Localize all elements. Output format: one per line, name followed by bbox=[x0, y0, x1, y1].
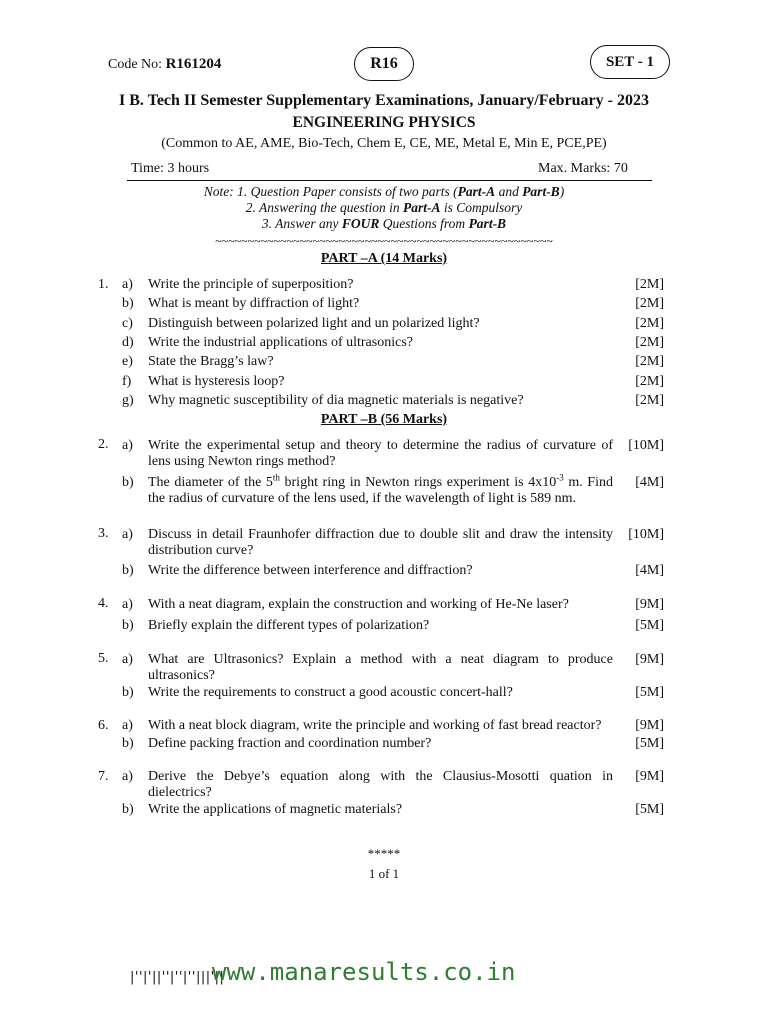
text-part: bright ring in Newton rings experiment is 4x10 bbox=[279, 475, 557, 490]
item-label: c) bbox=[122, 316, 133, 331]
note-four: FOUR bbox=[341, 216, 380, 231]
question-text: State the Bragg’s law? bbox=[148, 354, 274, 369]
question-text: Write the industrial applications of ultrasonics? bbox=[148, 335, 413, 350]
question-text: Derive the Debye’s equation along with the Clausius-Mosotti quation in dielectrics? bbox=[148, 769, 613, 800]
text-part: The diameter of the 5 bbox=[148, 475, 273, 490]
note-line-3 bbox=[0, 216, 768, 232]
question-text: What is meant by diffraction of light? bbox=[148, 296, 360, 311]
question-text bbox=[148, 472, 613, 507]
question-text: Briefly explain the different types of polarization? bbox=[148, 618, 430, 633]
note-text: 3. Answer any bbox=[261, 216, 342, 231]
item-label: a) bbox=[122, 438, 133, 453]
question-text: Write the requirements to construct a good acoustic concert-hall? bbox=[148, 685, 513, 700]
barcode: |''|'||''|''|''|||'|| bbox=[130, 970, 225, 985]
marks: [2M] bbox=[635, 354, 664, 369]
question-text: What is hysteresis loop? bbox=[148, 374, 285, 389]
item-label: a) bbox=[122, 597, 133, 612]
item-label: g) bbox=[122, 393, 134, 408]
note-part-b: Part-B bbox=[522, 184, 560, 199]
max-marks: Max. Marks: 70 bbox=[538, 161, 628, 176]
separator-line: ~~~~~~~~~~~~~~~~~~~~~~~~~~~~~~~~~~~~~~~~~~~~~~~~~~~~ bbox=[215, 234, 553, 248]
part-a-heading: PART –A (14 Marks) bbox=[320, 251, 448, 266]
note-text: is Compulsory bbox=[440, 200, 523, 215]
regulation-badge: R16 bbox=[354, 47, 414, 81]
item-label: b) bbox=[122, 475, 134, 490]
marks: [5M] bbox=[635, 685, 664, 700]
question-text: Write the difference between interference and diffraction? bbox=[148, 563, 473, 578]
note-text: 2. Answering the question in bbox=[245, 200, 403, 215]
question-text: Define packing fraction and coordination number? bbox=[148, 736, 432, 751]
item-label: e) bbox=[122, 354, 133, 369]
superscript: -3 bbox=[556, 472, 564, 483]
marks: [5M] bbox=[635, 736, 664, 751]
question-number: 3. bbox=[98, 526, 109, 541]
question-number: 2. bbox=[98, 437, 109, 452]
marks: [9M] bbox=[635, 597, 664, 612]
marks: [2M] bbox=[635, 374, 664, 389]
question-number: 7. bbox=[98, 769, 109, 784]
question-text: Distinguish between polarized light and un polarized light? bbox=[148, 316, 480, 331]
note-part-a: Part-A bbox=[457, 184, 496, 199]
item-label: d) bbox=[122, 335, 134, 350]
question-text: Discuss in detail Fraunhofer diffraction due to double slit and draw the intensity distribution curve? bbox=[148, 527, 613, 558]
note-line-2 bbox=[0, 200, 768, 216]
page-number: 1 of 1 bbox=[368, 866, 400, 881]
question-text: Write the principle of superposition? bbox=[148, 277, 354, 292]
note-text: Note: 1. Question Paper consists of two parts ( bbox=[203, 184, 458, 199]
item-label: a) bbox=[122, 769, 133, 784]
item-label: a) bbox=[122, 277, 133, 292]
marks: [2M] bbox=[635, 277, 664, 292]
exam-title: I B. Tech II Semester Supplementary Examinations, January/February - 2023 bbox=[119, 92, 649, 109]
marks: [2M] bbox=[635, 393, 664, 408]
question-text: With a neat block diagram, write the principle and working of fast bread reactor? bbox=[148, 718, 602, 733]
note-part-a: Part-A bbox=[402, 200, 441, 215]
marks: [2M] bbox=[635, 316, 664, 331]
item-label: a) bbox=[122, 718, 133, 733]
item-label: a) bbox=[122, 527, 133, 542]
item-label: b) bbox=[122, 618, 134, 633]
question-number: 5. bbox=[98, 651, 109, 666]
time-allowed: Time: 3 hours bbox=[131, 161, 210, 176]
superscript: th bbox=[272, 472, 280, 483]
marks: [5M] bbox=[635, 618, 664, 633]
marks: [9M] bbox=[635, 652, 664, 667]
marks: [10M] bbox=[628, 438, 664, 453]
code-label: Code No: bbox=[108, 57, 166, 72]
part-b-heading: PART –B (56 Marks) bbox=[320, 412, 448, 427]
note-text: and bbox=[495, 184, 523, 199]
question-text: Write the experimental setup and theory to determine the radius of curvature of lens using Newton rings method? bbox=[148, 438, 613, 469]
marks: [4M] bbox=[635, 563, 664, 578]
item-label: b) bbox=[122, 296, 134, 311]
marks: [9M] bbox=[635, 769, 664, 784]
item-label: b) bbox=[122, 685, 134, 700]
note-line-1 bbox=[0, 184, 768, 200]
header-divider bbox=[127, 180, 652, 181]
code-value: R161204 bbox=[165, 56, 222, 72]
watermark-url[interactable]: www.manaresults.co.in bbox=[212, 958, 516, 986]
question-text: Why magnetic susceptibility of dia magnetic materials is negative? bbox=[148, 393, 524, 408]
question-number: 1. bbox=[98, 277, 109, 292]
text-part: m. Find the radius of curvature of the lens used, if the wavelength of light is 589 nm. bbox=[148, 475, 613, 506]
end-stars: ***** bbox=[367, 846, 401, 861]
question-text: With a neat diagram, explain the construction and working of He-Ne laser? bbox=[148, 597, 569, 612]
subject-title: ENGINEERING PHYSICS bbox=[292, 114, 476, 131]
marks: [9M] bbox=[635, 718, 664, 733]
item-label: b) bbox=[122, 802, 134, 817]
note-text: Questions from bbox=[379, 216, 469, 231]
set-badge: SET - 1 bbox=[590, 45, 670, 79]
common-to: (Common to AE, AME, Bio-Tech, Chem E, CE, ME, Metal E, Min E, PCE,PE) bbox=[161, 136, 607, 151]
item-label: f) bbox=[122, 374, 132, 389]
item-label: b) bbox=[122, 563, 134, 578]
item-label: a) bbox=[122, 652, 133, 667]
note-part-b: Part-B bbox=[468, 216, 507, 231]
marks: [2M] bbox=[635, 335, 664, 350]
marks: [2M] bbox=[635, 296, 664, 311]
question-text: What are Ultrasonics? Explain a method with a neat diagram to produce ultrasonics? bbox=[148, 652, 613, 683]
item-label: b) bbox=[122, 736, 134, 751]
code-number bbox=[108, 56, 221, 73]
question-number: 6. bbox=[98, 718, 109, 733]
marks: [10M] bbox=[628, 527, 664, 542]
note-text: ) bbox=[559, 184, 565, 199]
question-number: 4. bbox=[98, 596, 109, 611]
marks: [5M] bbox=[635, 802, 664, 817]
marks: [4M] bbox=[635, 475, 664, 490]
question-text: Write the applications of magnetic materials? bbox=[148, 802, 403, 817]
